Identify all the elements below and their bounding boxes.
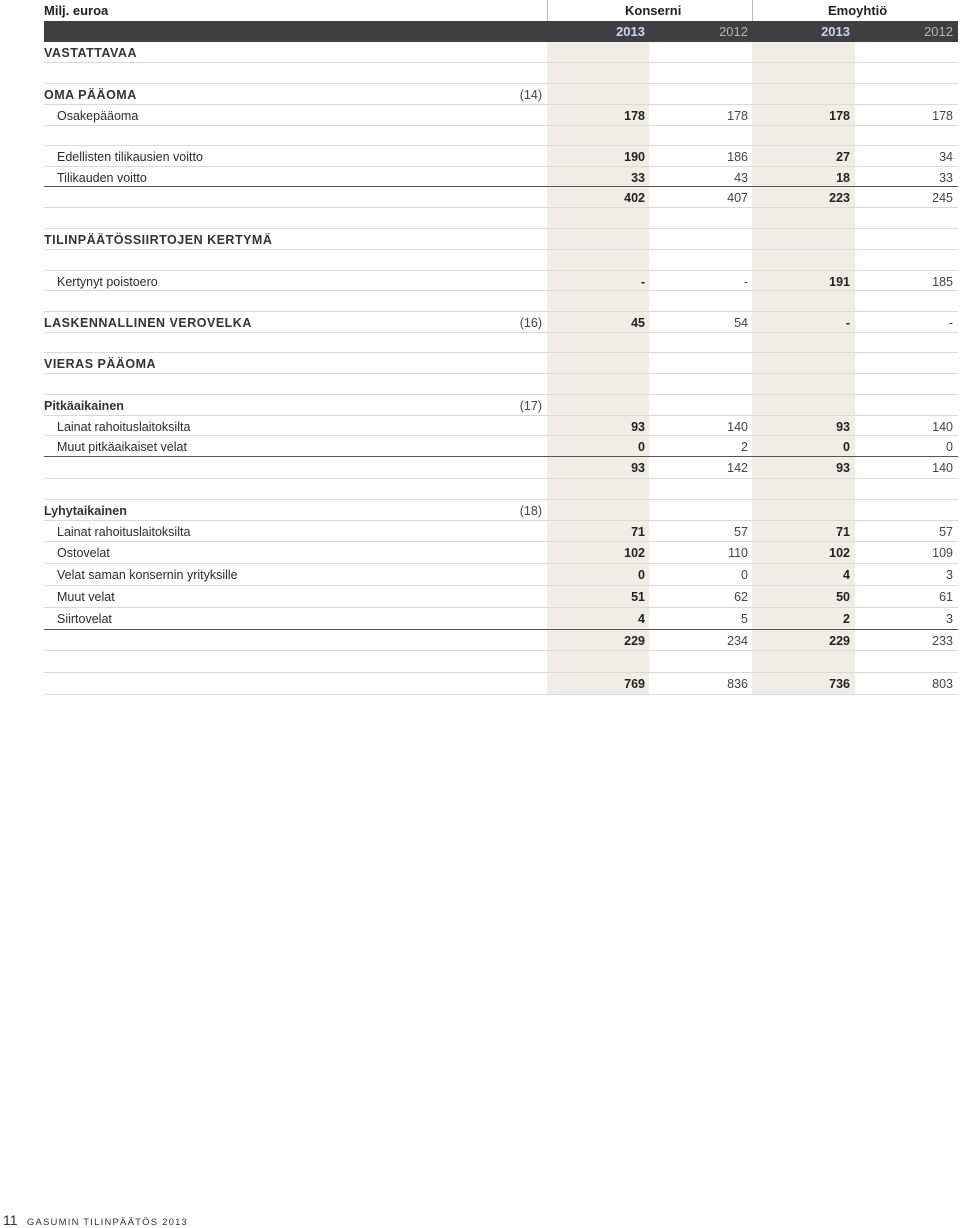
table-row — [44, 229, 958, 250]
cell-emoyhtio-2013: 178 — [829, 109, 850, 123]
table-row — [44, 673, 958, 695]
cell-emoyhtio-2012: 233 — [932, 634, 953, 648]
cell-konserni-2012: 2 — [741, 440, 748, 454]
row-label: Siirtovelat — [57, 612, 112, 626]
page-footer — [3, 1212, 188, 1228]
row-label: Pitkäaikainen — [44, 399, 124, 413]
cell-konserni-2012: 57 — [734, 525, 748, 539]
table-row — [44, 542, 958, 564]
cell-konserni-2013: 93 — [631, 420, 645, 434]
row-label: OMA PÄÄOMA — [44, 88, 137, 102]
row-label: VASTATTAVAA — [44, 46, 137, 60]
cell-konserni-2012: 0 — [741, 568, 748, 582]
cell-konserni-2013: 71 — [631, 525, 645, 539]
table-row — [44, 146, 958, 167]
cell-konserni-2012: 140 — [727, 420, 748, 434]
table-row — [44, 42, 958, 63]
cell-konserni-2013: 229 — [624, 634, 645, 648]
cell-konserni-2013: 51 — [631, 590, 645, 604]
year-konserni-current: 2013 — [616, 24, 645, 39]
column-divider — [752, 0, 753, 21]
cell-emoyhtio-2012: 178 — [932, 109, 953, 123]
cell-konserni-2013: 33 — [631, 171, 645, 185]
cell-emoyhtio-2012: 140 — [932, 461, 953, 475]
table-row — [44, 312, 958, 333]
cell-konserni-2013: 769 — [624, 677, 645, 691]
row-note: (14) — [519, 88, 542, 102]
table-row — [44, 521, 958, 542]
group-emoyhtio: Emoyhtiö — [828, 3, 888, 18]
cell-emoyhtio-2013: 223 — [829, 191, 850, 205]
cell-emoyhtio-2013: 71 — [836, 525, 850, 539]
table-header-groups — [44, 0, 958, 22]
cell-konserni-2013: 402 — [624, 191, 645, 205]
table-row — [44, 586, 958, 608]
cell-emoyhtio-2013: 229 — [829, 634, 850, 648]
cell-emoyhtio-2013: 93 — [836, 461, 850, 475]
cell-emoyhtio-2012: 57 — [939, 525, 953, 539]
table-row — [44, 608, 958, 630]
cell-konserni-2012: - — [743, 275, 748, 289]
column-divider — [547, 0, 548, 21]
cell-konserni-2012: 110 — [728, 546, 748, 560]
table-row — [44, 416, 958, 436]
cell-emoyhtio-2013: 191 — [829, 275, 850, 289]
cell-konserni-2013: 0 — [638, 440, 645, 454]
cell-emoyhtio-2013: 102 — [829, 546, 850, 560]
cell-konserni-2012: 234 — [727, 634, 748, 648]
table-row — [44, 250, 958, 271]
table-row — [44, 457, 958, 479]
cell-emoyhtio-2013: 2 — [843, 612, 850, 626]
row-note: (18) — [519, 504, 542, 518]
row-label: Muut pitkäaikaiset velat — [57, 440, 187, 454]
row-label: Osakepääoma — [57, 109, 139, 123]
row-label: Ostovelat — [57, 546, 110, 560]
row-label: LASKENNALLINEN VEROVELKA — [44, 316, 252, 330]
cell-konserni-2012: 5 — [741, 612, 748, 626]
table-row — [44, 271, 958, 291]
page-number: 11 — [3, 1212, 18, 1228]
table-row — [44, 333, 958, 353]
row-label: Tilikauden voitto — [57, 171, 147, 185]
year-konserni-previous: 2012 — [719, 24, 748, 39]
table-row — [44, 630, 958, 651]
cell-konserni-2013: - — [640, 275, 645, 289]
row-label: Muut velat — [57, 590, 115, 604]
row-label: Velat saman konsernin yrityksille — [57, 568, 238, 582]
row-label: TILINPÄÄTÖSSIIRTOJEN KERTYMÄ — [44, 233, 273, 247]
cell-emoyhtio-2012: 803 — [932, 677, 953, 691]
cell-konserni-2012: 43 — [734, 171, 748, 185]
cell-konserni-2012: 142 — [727, 461, 748, 475]
row-label: Lainat rahoituslaitoksilta — [57, 420, 191, 434]
cell-konserni-2012: 407 — [727, 191, 748, 205]
cell-emoyhtio-2013: 18 — [836, 171, 850, 185]
cell-emoyhtio-2012: 140 — [932, 420, 953, 434]
cell-konserni-2012: 54 — [734, 316, 748, 330]
table-row — [44, 291, 958, 312]
cell-emoyhtio-2013: 4 — [843, 568, 850, 582]
cell-konserni-2012: 62 — [734, 590, 748, 604]
row-label: Lyhytaikainen — [44, 504, 127, 518]
cell-emoyhtio-2012: 3 — [946, 568, 953, 582]
cell-konserni-2012: 186 — [727, 150, 748, 164]
table-row — [44, 187, 958, 208]
table-row — [44, 105, 958, 126]
cell-konserni-2013: 93 — [631, 461, 645, 475]
table-row — [44, 84, 958, 105]
cell-emoyhtio-2012: 34 — [939, 150, 953, 164]
cell-konserni-2013: 45 — [631, 316, 645, 330]
table-row — [44, 651, 958, 673]
group-konserni: Konserni — [625, 3, 682, 18]
cell-emoyhtio-2012: 0 — [946, 440, 953, 454]
cell-konserni-2013: 178 — [624, 109, 645, 123]
cell-konserni-2012: 836 — [727, 677, 748, 691]
table-row — [44, 436, 958, 457]
row-note: (17) — [519, 399, 542, 413]
cell-emoyhtio-2012: - — [948, 316, 953, 330]
table-header-years — [44, 21, 958, 42]
cell-konserni-2013: 190 — [624, 150, 645, 164]
cell-emoyhtio-2012: 185 — [932, 275, 953, 289]
table-row — [44, 479, 958, 500]
table-row — [44, 395, 958, 416]
row-label: Kertynyt poistoero — [57, 275, 158, 289]
table-row — [44, 564, 958, 586]
row-label: Lainat rahoituslaitoksilta — [57, 525, 191, 539]
cell-emoyhtio-2013: 50 — [836, 590, 850, 604]
cell-konserni-2013: 4 — [638, 612, 645, 626]
year-emoyhtio-current: 2013 — [821, 24, 850, 39]
cell-emoyhtio-2013: 93 — [836, 420, 850, 434]
cell-emoyhtio-2012: 245 — [932, 191, 953, 205]
cell-konserni-2013: 102 — [624, 546, 645, 560]
footer-title: GASUMIN TILINPÄÄTÖS 2013 — [26, 1217, 189, 1228]
cell-konserni-2013: 0 — [638, 568, 645, 582]
row-note: (16) — [519, 316, 542, 330]
cell-konserni-2012: 178 — [727, 109, 748, 123]
table-row — [44, 374, 958, 395]
cell-emoyhtio-2012: 61 — [939, 590, 953, 604]
unit-label: Milj. euroa — [44, 3, 109, 18]
cell-emoyhtio-2013: 736 — [829, 677, 850, 691]
table-row — [44, 500, 958, 521]
row-label: VIERAS PÄÄOMA — [44, 357, 157, 371]
cell-emoyhtio-2013: 0 — [843, 440, 850, 454]
table-row — [44, 126, 958, 146]
row-label: Edellisten tilikausien voitto — [57, 150, 203, 164]
table-row — [44, 63, 958, 84]
cell-emoyhtio-2012: 33 — [939, 171, 953, 185]
table-row — [44, 167, 958, 187]
cell-emoyhtio-2012: 3 — [946, 612, 953, 626]
cell-emoyhtio-2013: - — [845, 316, 850, 330]
table-row — [44, 353, 958, 374]
table-row — [44, 208, 958, 229]
cell-emoyhtio-2013: 27 — [836, 150, 850, 164]
cell-emoyhtio-2012: 109 — [932, 546, 953, 560]
year-emoyhtio-previous: 2012 — [924, 24, 953, 39]
